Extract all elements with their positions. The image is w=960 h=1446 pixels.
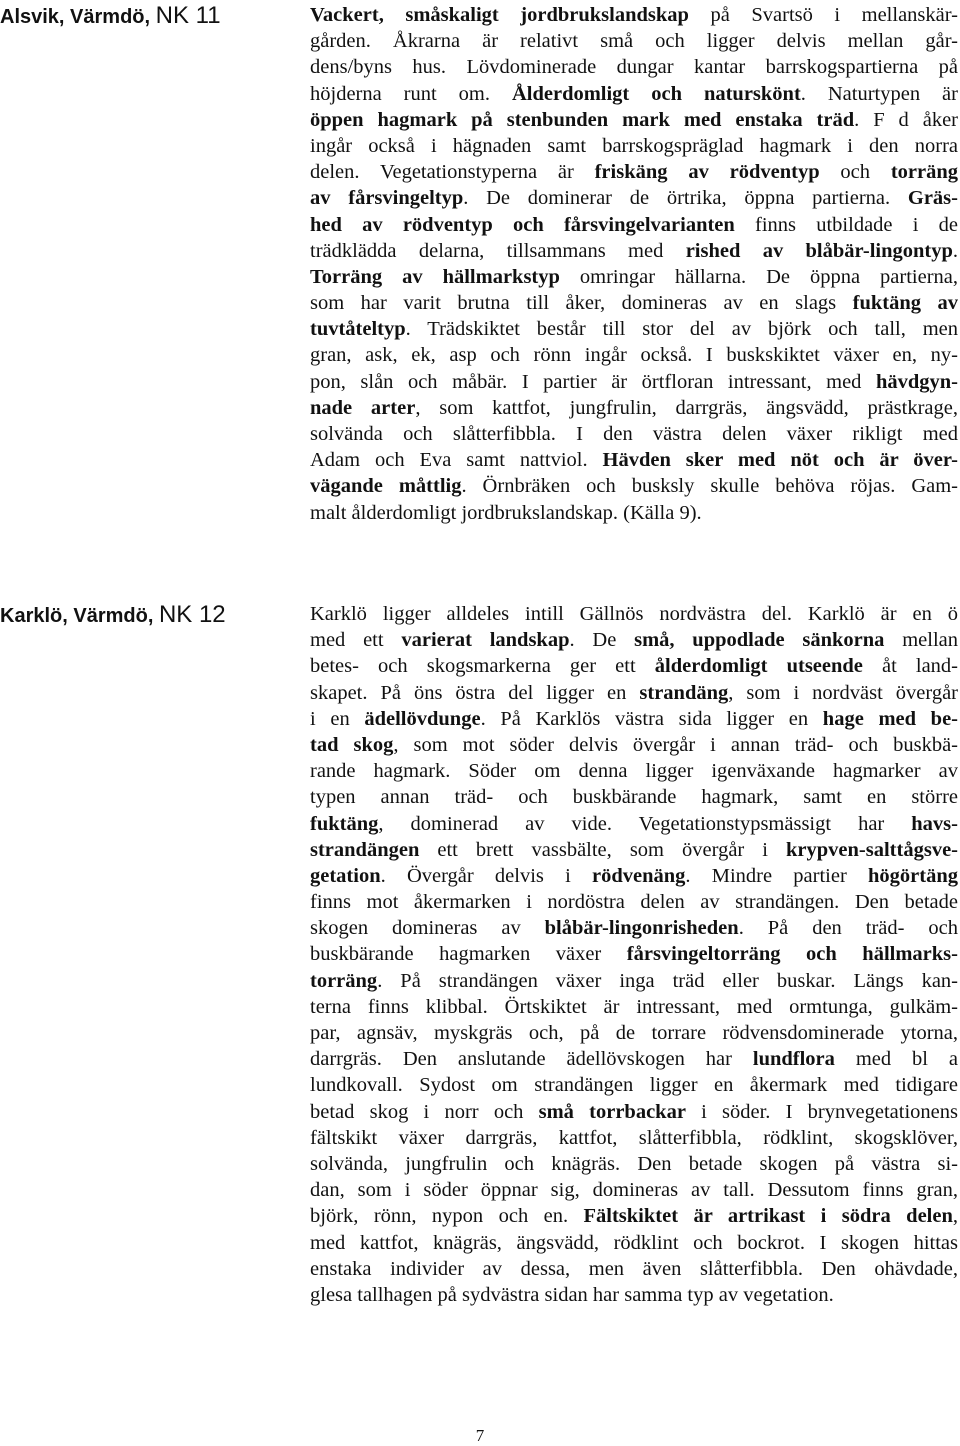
text: mellan — [884, 629, 958, 652]
text-line — [310, 915, 958, 941]
text: rande hagmark. Söder om denna ligger igenväxande hagmarker av — [310, 760, 958, 783]
text-line — [310, 395, 958, 421]
bold-text: hävdgyn- — [875, 370, 958, 393]
text: gården. Åkrarna är relativt små och ligger delvis mellan går- — [310, 30, 958, 53]
text: . Trädskiktet består till stor del av björk och tall, men — [405, 318, 958, 341]
entry-body — [310, 2, 958, 526]
bold-text: hage med be- — [822, 707, 959, 730]
text-line — [310, 811, 958, 837]
text-line — [310, 784, 958, 810]
text: skogen domineras av — [310, 917, 545, 940]
entry-heading — [0, 2, 300, 31]
text: buskbärande hagmarken växer — [310, 943, 627, 966]
text-line — [310, 421, 958, 447]
bold-text: av fårsvingeltyp — [310, 187, 464, 210]
bold-text: små, uppodlade sänkorna — [634, 629, 885, 652]
text: delen. Vegetationstyperna är — [310, 161, 595, 184]
text: pon, slån och måbär. I partier är örtfloran intressant, med — [310, 370, 876, 393]
text: par, agnsäv, myskgräs och, på de torrare rödvensdominerade ytorna, — [310, 1022, 958, 1044]
text: . Övergår delvis i — [380, 864, 593, 887]
bold-text: strandäng — [639, 681, 729, 704]
text-line — [310, 1203, 958, 1229]
bold-text: vägande måttlig — [310, 475, 462, 498]
text: terna finns klibbal. Örtskiktet är intressant, med ormtunga, gulkäm- — [310, 995, 958, 1018]
text-line — [310, 680, 958, 706]
text: ingår också i hägnaden samt barrskogspräglad hagmark i den norra — [310, 134, 958, 157]
text: Karklö ligger alldeles intill Gällnös nordvästra del. Karklö är en ö — [310, 603, 958, 625]
text-line — [310, 732, 958, 758]
entry-code: NK 11 — [155, 2, 221, 29]
text: . Naturtypen är — [800, 82, 958, 105]
text-line — [310, 941, 958, 967]
entry-heading — [0, 601, 300, 630]
bold-text: Gräs- — [907, 187, 958, 210]
text: trädklädda delarna, tillsammans med — [310, 239, 686, 262]
bold-text: öppen hagmark på stenbunden mark med enstaka träd — [310, 108, 855, 131]
text: höjderna runt om. — [310, 82, 512, 105]
bold-text: högörtäng — [868, 864, 958, 887]
text-line — [310, 185, 958, 211]
text-line — [310, 1072, 958, 1098]
text-line — [310, 159, 958, 185]
text: med kattfot, knägräs, ängsvädd, rödklint och bockrot. I skogen hittas — [310, 1231, 958, 1254]
text: . F d åker — [854, 108, 958, 131]
page-number: 7 — [475, 1426, 485, 1445]
text-line — [310, 889, 958, 915]
text: , som kattfot, jungfrulin, darrgräs, ängsvädd, prästkrage, — [415, 396, 958, 419]
text: åt land- — [862, 655, 958, 678]
text: dens/byns hus. Lövdominerade dungar kantar barrskogspartierna på — [310, 56, 958, 79]
bold-text: havs- — [911, 812, 958, 835]
text: . På den träd- och — [738, 917, 958, 940]
bold-text: krypven-salttågsve- — [786, 838, 958, 861]
bold-text: Vackert, småskaligt jordbrukslandskap — [310, 4, 689, 26]
text: på Svartsö i mellanskär- — [688, 4, 958, 26]
text-line — [310, 316, 958, 342]
text-line — [310, 1177, 958, 1203]
text-line — [310, 369, 958, 395]
text: i söder. I brynvegetationens — [685, 1100, 958, 1123]
text: enstaka individer av dessa, men även slåtterfibbla. Den ohävdade, — [310, 1257, 958, 1280]
text: darrgräs. Den anslutande ädellövskogen har — [310, 1048, 753, 1071]
text-line — [310, 107, 958, 133]
bold-text: blåbär-lingonrisheden — [544, 917, 739, 940]
text-line — [310, 1230, 958, 1256]
text: Adam och Eva samt nattviol. — [310, 449, 603, 472]
bold-text: små torrbackar — [538, 1100, 686, 1123]
bold-text: Ålderdomligt och naturskönt — [511, 82, 801, 105]
entry-place-name: Alsvik, Värmdö, — [0, 6, 156, 28]
text: med bl a — [834, 1048, 958, 1071]
text-line — [310, 447, 958, 473]
text: solvända och slåtterfibbla. I den västra delen växer rikligt med — [310, 423, 958, 445]
text: björk, rönn, nypon och en. — [310, 1205, 584, 1228]
bold-text: Torräng av hällmarkstyp — [310, 265, 560, 288]
text: i en — [310, 707, 365, 730]
text: ett brett vassbälte, som övergår i — [419, 838, 787, 861]
text-line — [310, 133, 958, 159]
text: . Mindre partier — [685, 864, 869, 887]
text-line — [310, 601, 958, 627]
text: gran, ask, ek, asp och rönn ingår också. I buskskiktet växer en, ny- — [310, 344, 958, 367]
bold-text: torräng — [310, 969, 378, 992]
bold-text: fuktäng — [310, 812, 379, 835]
text-line — [310, 2, 958, 28]
text: betad skog i norr och — [310, 1100, 539, 1123]
text: som har varit brutna till åker, domineras av en slags — [310, 292, 853, 315]
text: . — [952, 239, 958, 262]
bold-text: fårsvingeltorräng och hällmarks- — [626, 943, 958, 966]
text-line — [310, 1020, 958, 1046]
entry-place-name: Karklö, Värmdö, — [0, 605, 159, 627]
bold-text: hed av rödventyp och fårsvingelvarianten — [310, 213, 735, 236]
text: finns utbildade i de — [734, 213, 958, 236]
entry-code: NK 12 — [158, 601, 226, 628]
text-line — [310, 627, 958, 653]
text: omringar hällarna. De öppna partierna, — [559, 265, 958, 288]
text: typen annan träd- och buskbärande hagmark, samt en större — [310, 786, 958, 809]
text: . De — [569, 629, 635, 652]
text: med ett — [310, 629, 402, 652]
text: fältskikt växer darrgräs, kattfot, slåtterfibbla, rödklint, skogsklöver, — [310, 1126, 958, 1149]
bold-text: ädellövdunge — [364, 707, 481, 730]
text: , som mot söder delvis övergår i annan träd- och buskbä- — [393, 733, 958, 756]
text-line — [310, 758, 958, 784]
text-line — [310, 500, 958, 526]
text-line — [310, 1099, 958, 1125]
text-line — [310, 54, 958, 80]
bold-text: Hävden sker med nöt och är över- — [602, 449, 959, 472]
text-line — [310, 28, 958, 54]
text-line — [310, 837, 958, 863]
bold-text: rished av blåbär-lingontyp — [685, 239, 953, 262]
entry-body — [310, 601, 958, 1308]
text: lundkovall. Sydost om strandängen ligger en åkermark med tidigare — [310, 1074, 958, 1097]
text: betes- och skogsmarkerna ger ett — [310, 655, 655, 678]
bold-text: rödvenäng — [592, 864, 686, 887]
text: , — [952, 1205, 958, 1228]
text-line — [310, 264, 958, 290]
text-line — [310, 473, 958, 499]
text-line — [310, 1125, 958, 1151]
text-line — [310, 342, 958, 368]
text: och — [819, 161, 891, 184]
bold-text: torräng — [890, 161, 959, 184]
bold-text: tuvtåteltyp — [310, 318, 406, 341]
bold-text: nade arter — [310, 396, 416, 419]
bold-text: lundflora — [752, 1048, 835, 1071]
bold-text: getation — [310, 864, 381, 887]
text-line — [310, 863, 958, 889]
text-line — [310, 212, 958, 238]
text-line — [310, 290, 958, 316]
text: malt ålderdomligt jordbrukslandskap. (Källa 9). — [310, 501, 702, 524]
bold-text: friskäng av rödventyp — [594, 161, 820, 184]
text: finns mot åkermarken i nordöstra delen av strandängen. Den betade — [310, 891, 958, 914]
bold-text: varierat landskap — [401, 629, 570, 652]
text: glesa tallhagen på sydvästra sidan har samma typ av vegetation. — [310, 1283, 834, 1306]
text-line — [310, 968, 958, 994]
text-line — [310, 1151, 958, 1177]
text: , som i nordväst övergår — [728, 681, 958, 704]
bold-text: Fältskiktet är artrikast i södra delen — [583, 1205, 953, 1228]
bold-text: tad skog — [310, 733, 394, 756]
bold-text: ålderdomligt utseende — [654, 655, 863, 678]
text: skapet. På öns östra del ligger en — [310, 681, 640, 704]
text-line — [310, 81, 958, 107]
bold-text: strandängen — [310, 838, 420, 861]
text-line — [310, 1046, 958, 1072]
text: . De dominerar de örtrika, öppna partierna. — [463, 187, 908, 210]
text: solvända, jungfrulin och knägräs. Den betade skogen på västra si- — [310, 1152, 958, 1175]
text: . Örnbräken och busksly skulle behöva röjas. Gam- — [461, 475, 958, 498]
text: . På Karklös västra sida ligger en — [480, 707, 823, 730]
text-line — [310, 1282, 958, 1308]
text: . På strandängen växer inga träd eller buskar. Längs kan- — [377, 969, 958, 992]
bold-text: fuktäng av — [852, 292, 958, 315]
text: dan, som i söder öppnar sig, domineras av tall. Dessutom finns gran, — [310, 1179, 958, 1202]
text-line — [310, 238, 958, 264]
text: , dominerad av vide. Vegetationstypsmässigt har — [378, 812, 912, 835]
text-line — [310, 994, 958, 1020]
text-line — [310, 653, 958, 679]
text-line — [310, 1256, 958, 1282]
text-line — [310, 706, 958, 732]
